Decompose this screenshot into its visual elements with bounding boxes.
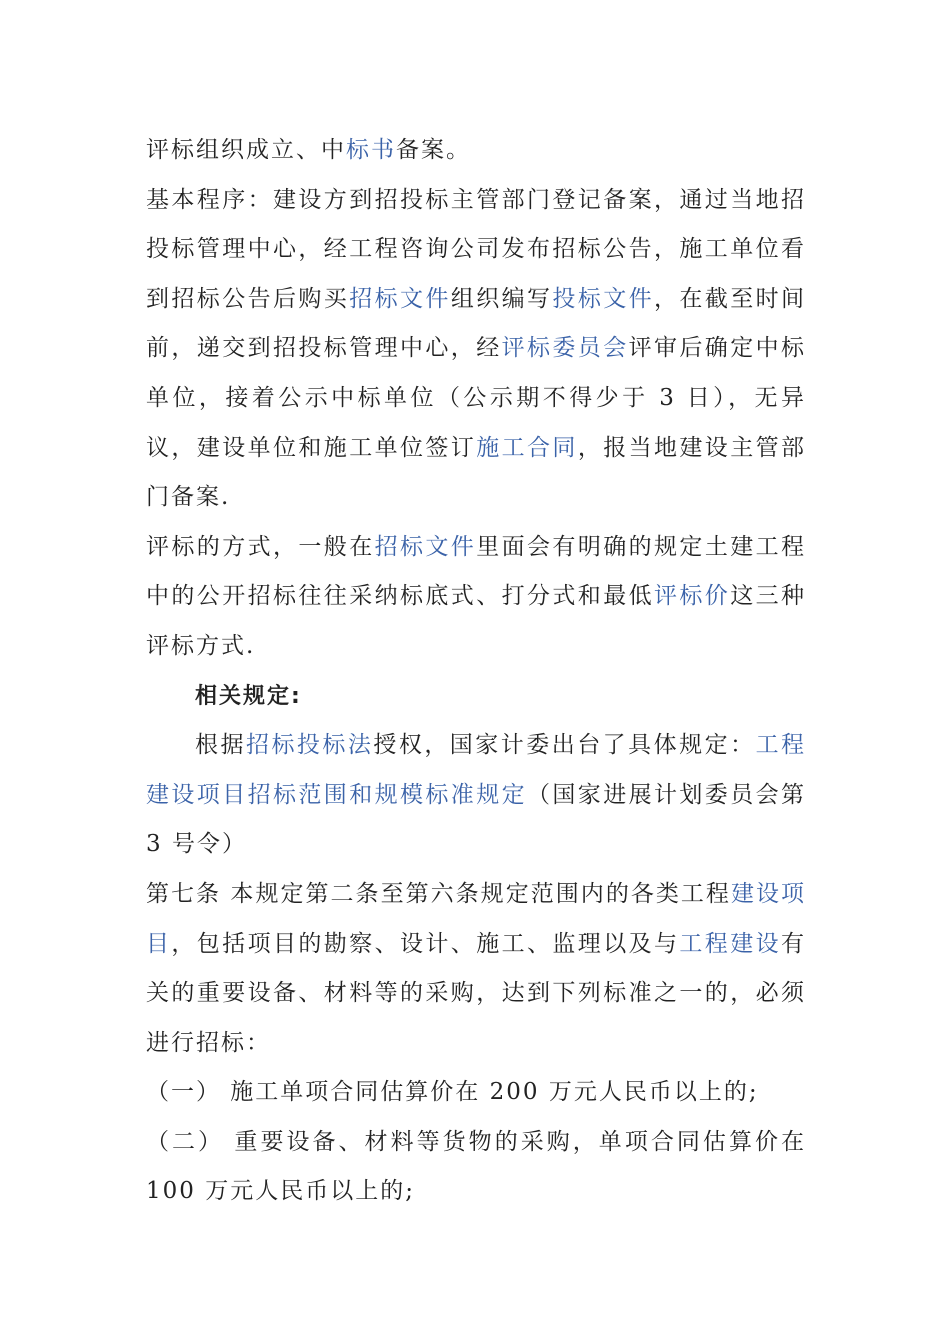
link-bidding-law[interactable]: 招标投标法 <box>245 732 374 759</box>
text-segment: 里面会有明确的规定土建工程中的公开招标往往采纳标底式、打分式和最低 <box>146 533 807 610</box>
link-engineering-construction[interactable]: 工程建设 <box>679 930 782 957</box>
paragraph-basic-procedure <box>146 176 806 523</box>
text-segment: 组织编写 <box>450 285 553 312</box>
link-tender-document[interactable]: 招标文件 <box>374 533 477 560</box>
link-bid-document[interactable]: 标书 <box>346 137 396 163</box>
link-construction-project[interactable]: 建设项目 <box>146 880 807 957</box>
link-tender-document[interactable]: 招标文件 <box>349 285 451 312</box>
text-segment: 评审后确定中标单位，接着公示中标单位（公示期不得少于 3 日），无异议，建设单位和施工单位签订 <box>146 335 807 461</box>
list-item-construction-threshold: （一） 施工单项合同估算价在 200 万元人民币以上的; <box>146 1079 759 1106</box>
text-segment: 授权，国家计委出台了具体规定： <box>373 732 756 759</box>
text-segment: ，报当地建设主管部门备案. <box>146 434 807 511</box>
text-segment: 第七条 本规定第二条至第六条规定范围内的各类工程 <box>146 880 731 907</box>
text-segment: 备案。 <box>396 137 471 163</box>
link-bid-proposal[interactable]: 投标文件 <box>552 285 655 312</box>
text-segment: ，在截至时间前，递交到招投标管理中心，经 <box>146 285 807 362</box>
text-segment: 基本程序：建设方到招投标主管部门登记备案，通过当地招投标管理中心，经工程咨询公司发布招标公告，施工单位看到招标公告后购买 <box>146 186 806 312</box>
paragraph-evaluation-methods <box>146 523 806 672</box>
paragraph-regulation-basis <box>146 721 806 870</box>
link-construction-contract[interactable]: 施工合同 <box>476 434 578 461</box>
section-heading-regulations: 相关规定: <box>195 683 302 709</box>
text-segment: ，包括项目的勘察、设计、施工、监理以及与 <box>171 930 680 957</box>
document-body <box>146 126 806 1217</box>
text-segment: 评标组织成立、中 <box>146 137 346 163</box>
text-segment: 这三种评标方式. <box>146 583 807 659</box>
link-scope-standard-regulation[interactable]: 工程建设项目招标范围和规模标准规定 <box>146 732 807 808</box>
link-evaluation-committee[interactable]: 评标委员会 <box>501 335 629 362</box>
list-item-goods-threshold: （二） 重要设备、材料等货物的采购，单项合同估算价在 100 万元人民币以上的; <box>146 1128 806 1205</box>
paragraph-committee-filing <box>146 126 806 176</box>
text-segment: 根据 <box>195 732 246 759</box>
text-segment: 评标的方式，一般在 <box>146 533 375 560</box>
text-segment: （国家进展计划委员会第 3 号令） <box>146 781 807 858</box>
link-evaluated-price[interactable]: 评标价 <box>654 583 731 610</box>
text-segment: 有关的重要设备、材料等的采购，达到下列标准之一的，必须进行招标： <box>146 930 807 1056</box>
paragraph-article-seven <box>146 870 806 1068</box>
